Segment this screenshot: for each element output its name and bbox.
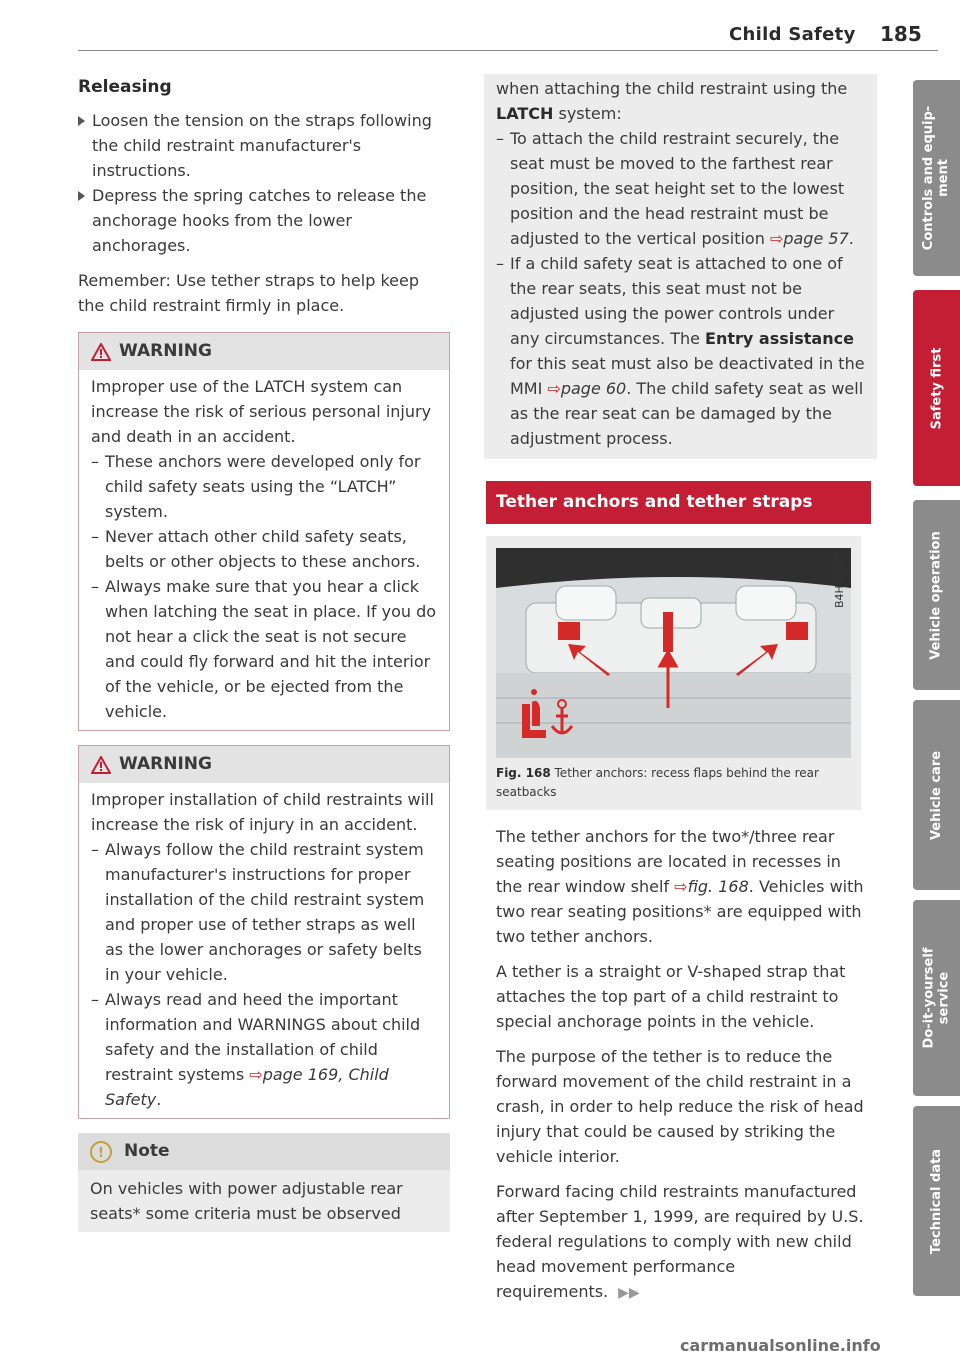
note-header: ! Note <box>78 1133 450 1170</box>
warning-intro: Improper use of the LATCH system can increase the risk of serious personal injury and death in an accident. <box>91 377 432 446</box>
figure-code: B4H-0687 <box>833 553 846 608</box>
warning-triangle-icon <box>91 756 111 774</box>
tab-do-it-yourself-service[interactable]: Do-it-yourself service <box>913 900 960 1096</box>
watermark: carmanualsonline.info <box>680 1336 881 1355</box>
note-info-icon: ! <box>90 1141 112 1163</box>
warning-header: WARNING <box>79 333 449 370</box>
cross-reference-arrow-icon: ⇨ <box>249 1065 263 1084</box>
figure-168 <box>486 536 861 810</box>
list-item: – These anchors were developed only for child safety seats using the “LATCH” system. <box>91 452 421 521</box>
cross-reference-link[interactable]: page 60 <box>560 379 627 398</box>
list-item: – Always make sure that you hear a click when latching the seat in place. If you do not hear a click the seat is not secure and could fly forward and hit the interior of the vehicle, or be ejected from the vehicle. <box>91 577 437 721</box>
list-item: – Always read and heed the important information and WARNINGS about child safety and the installation of child restraint systems ⇨page 169, Child Safety. <box>91 990 421 1109</box>
warning-triangle-icon <box>91 343 111 361</box>
paragraph: A tether is a straight or V-shaped strap that attaches the top part of a child restraint to special anchorage points in the vehicle. <box>496 962 846 1031</box>
paragraph: Forward facing child restraints manufactured after September 1, 1999, are required by U.S. federal regulations to comply with new child head movement performance requirements. ▶▶ <box>496 1182 864 1301</box>
running-header-section: Child Safety <box>729 24 856 45</box>
note-continuation <box>484 74 877 459</box>
warning-intro: Improper installation of child restraints will increase the risk of injury in an accident. <box>91 790 434 834</box>
list-item: Depress the spring catches to release the anchorage hooks from the lower anchorages. <box>78 183 450 258</box>
page-number: 185 <box>880 22 922 46</box>
cross-reference-arrow-icon: ⇨ <box>547 379 561 398</box>
list-item: – Never attach other child safety seats, belts or other objects to these anchors. <box>91 527 421 571</box>
list-item: – If a child safety seat is attached to one of the rear seats, this seat must not be adjusted using the power controls under any circumstances. The Entry assistance for this seat must also be deactivated in the MMI ⇨page 60. The child safety seat as well as the rear seat can be damaged by the adjustment process. <box>496 254 865 448</box>
note-continuation-intro: when attaching the child restraint using the LATCH system: <box>496 79 848 123</box>
figure-caption: Fig. 168 Tether anchors: recess flaps behind the rear seatbacks <box>496 766 819 799</box>
section-title: Tether anchors and tether straps <box>486 481 871 524</box>
tether-anchor-illustration <box>496 548 851 758</box>
note-text: On vehicles with power adjustable rear seats* some criteria must be observed <box>90 1179 403 1223</box>
paragraph: The purpose of the tether is to reduce the forward movement of the child restraint in a crash, in order to help reduce the risk of head injury that could be caused by striking the vehicle interior. <box>496 1047 864 1166</box>
remember-text: Remember: Use tether straps to help keep the child restraint firmly in place. <box>78 271 419 315</box>
list-item: Loosen the tension on the straps following the child restraint manufacturer's instructions. <box>78 108 450 183</box>
continued-arrow-icon: ▶▶ <box>618 1285 640 1301</box>
tab-controls-and-equipment[interactable]: Controls and equip- ment <box>913 80 960 276</box>
note-box <box>78 1133 450 1232</box>
cross-reference-link[interactable]: page 57 <box>783 229 849 248</box>
tab-vehicle-care[interactable]: Vehicle care <box>913 700 960 890</box>
figure-reference-link[interactable]: fig. 168 <box>687 877 749 896</box>
tab-technical-data[interactable]: Technical data <box>913 1106 960 1296</box>
cross-reference-link[interactable]: page 169, Child Safety <box>105 1065 389 1109</box>
warning-box <box>78 332 450 731</box>
list-item: – To attach the child restraint securely, the seat must be moved to the farthest rear position, the seat height set to the lowest position and the head restraint must be adjusted to the vertical position ⇨page 57. <box>496 129 854 248</box>
bullet-triangle-icon <box>78 116 85 126</box>
tab-safety-first[interactable]: Safety first <box>913 290 960 486</box>
header-rule <box>78 50 938 51</box>
right-column <box>496 74 871 1306</box>
warning-box <box>78 745 450 1119</box>
cross-reference-arrow-icon: ⇨ <box>674 877 688 896</box>
paragraph: The tether anchors for the two*/three rear seating positions are located in recesses in the rear window shelf ⇨fig. 168. Vehicles with two rear seating positions* are equipped with two tether anchors. <box>496 827 864 946</box>
cross-reference-arrow-icon: ⇨ <box>769 229 784 248</box>
list-item: – Always follow the child restraint system manufacturer's instructions for proper installation of the child restraint system and proper use of tether straps as well as the lower anchorages or safety belts in your vehicle. <box>91 840 425 984</box>
warning-header: WARNING <box>79 746 449 783</box>
left-column <box>78 74 450 1232</box>
tab-vehicle-operation[interactable]: Vehicle operation <box>913 500 960 690</box>
bullet-triangle-icon <box>78 191 85 201</box>
subheading-releasing: Releasing <box>78 77 172 97</box>
